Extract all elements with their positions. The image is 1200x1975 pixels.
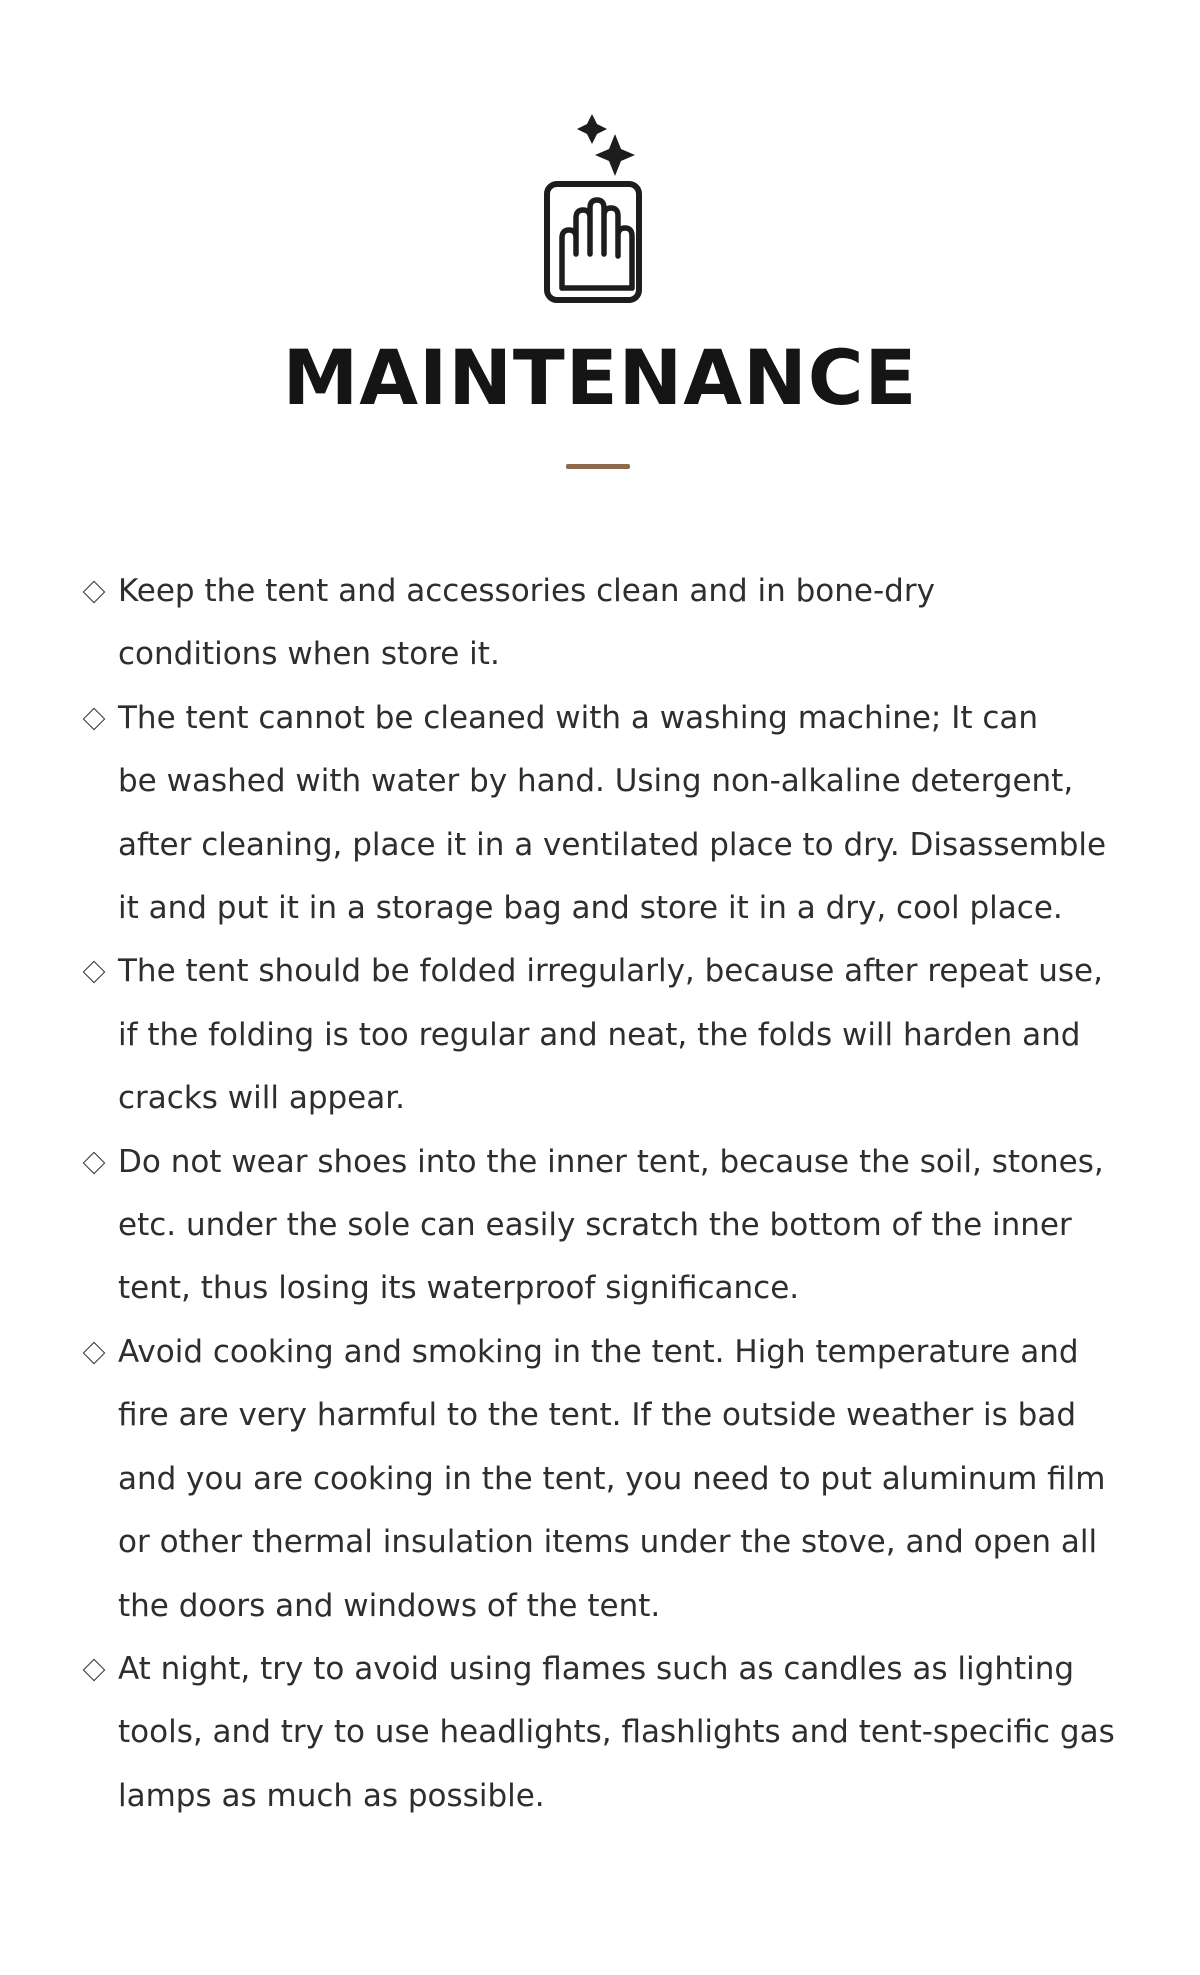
title-divider: [566, 464, 630, 469]
diamond-bullet-icon: [82, 1151, 106, 1175]
page-title: MAINTENANCE: [282, 333, 918, 422]
diamond-bullet-icon: [82, 1341, 106, 1365]
list-item-text: At night, try to avoid using flames such as candles as lighting tools, and try to use headlights, flashlights and tent-specific gas lamps as much as possible.: [118, 1650, 1115, 1814]
header-icon-area: [0, 112, 1200, 308]
list-item: [76, 1321, 1136, 1638]
maintenance-list: [76, 560, 1136, 1828]
small-sparkle-icon: [577, 114, 607, 144]
list-item-text: Do not wear shoes into the inner tent, because the soil, stones, etc. under the sole can easily scratch the bottom of the inner tent, thus losing its waterproof significance.: [118, 1143, 1104, 1307]
list-item-text: Avoid cooking and smoking in the tent. High temperature and fire are very harmful to the tent. If the outside weather is bad and you are cooking in the tent, you need to put aluminum film or other thermal insulation items under the stove, and open all the doors and windows of the tent.: [118, 1333, 1106, 1624]
diamond-bullet-icon: [82, 1658, 106, 1682]
list-item: [76, 687, 1136, 941]
diamond-bullet-icon: [82, 580, 106, 604]
diamond-bullet-icon: [82, 707, 106, 731]
list-item: [76, 940, 1136, 1130]
list-item-text: Keep the tent and accessories clean and in bone-dry conditions when store it.: [118, 573, 935, 673]
list-item-text: The tent cannot be cleaned with a washing machine; It can be washed with water by hand. Using non-alkaline detergent, after cleaning, place it in a ventilated place to dry. Disassemble it and put it in a storage bag and store it in a dry, cool place.: [118, 699, 1107, 927]
list-item: [76, 1131, 1136, 1321]
list-item: [76, 1638, 1136, 1828]
list-item-text: The tent should be folded irregularly, because after repeat use, if the folding is too regular and neat, the folds will harden and cracks will appear.: [118, 953, 1103, 1117]
cleaning-hand-sparkle-icon: [540, 112, 660, 308]
list-item: [76, 560, 1136, 687]
diamond-bullet-icon: [82, 960, 106, 984]
large-sparkle-icon: [595, 134, 635, 176]
